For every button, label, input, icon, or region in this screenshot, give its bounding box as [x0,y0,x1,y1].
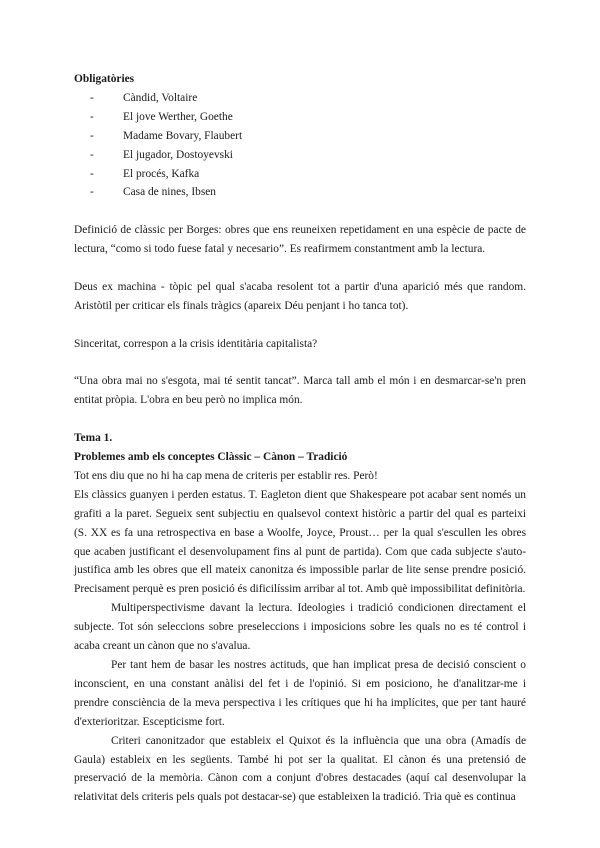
section-title: Tema 1. [74,432,113,445]
spacer [74,316,526,335]
page-content [74,70,526,807]
body-paragraph: Multiperspectivisme davant la lectura. Ideologies i tradició condicionen directament el subjecte. Tot són seleccions sobre preseleccions i imposicions sobre les quals no es té control i acaba creant un cànon que no s'avalua. [74,602,526,653]
list-item [90,146,526,165]
quote-paragraph: “Una obra mai no s'esgota, mai té sentit tancat”. Marca tall amb el món i en desmarcar-se'n pren entitat pròpia. L'obra en beu però no implica món. [74,375,526,407]
list-item-text: Casa de nines, Ibsen [123,186,216,199]
body-paragraph: Tot ens diu que no hi ha cap mena de criteris per establir res. Però! [74,469,378,482]
body-paragraph: Els clàssics guanyen i perden estatus. T. Eagleton dient que Shakespeare pot acabar sent només un grafiti a la paret. Segueix sent subjectiu en qualsevol context històric a partir del qual es parteixi (S. XX es fa una retrospectiva en base a Woolfe, Joyce, Proust… per la qual s'escullen les obres que acaben justificant el desenvolupament fins al punt de partida). Com que cada subjecte s'auto-justifica amb les obres que ell mateix canonitza és impossible parlar de lite sense prendre posició. Precisament perquè es pren posició és dificilíssim arribar al tot. Amb què impossibilitat definitòria. [74,488,526,596]
list-item [90,127,526,146]
obligatories-heading: Obligatòries [74,73,135,85]
body-paragraph: Per tant hem de basar les nostres actituds, que han implicat presa de decisió conscient o inconscient, en una constant anàlisi del fet i de l'opinió. Si em posiciono, he d'analitzar-me i prendre consciència de la meva perspectiva i les crítiques que hi ha implícites, que per tant hauré d'exterioritzar. Escepticisme fort. [74,659,526,728]
borges-paragraph: Definició de clàssic per Borges: obres que ens reuneixen repetidament en una espècie de pacte de lectura, “como si todo fuese fatal y necesario”. Es reafirmem constantment amb la lectura. [74,224,526,256]
list-dash: - [90,186,94,199]
list-dash: - [90,129,94,142]
body-paragraph: Criteri canonitzador que estableix el Quixot és la influència que una obra (Amadís de Gaula) estableix en les següents. També hi pot ser la qualitat. El cànon és una pretensió de preservació de la memòria. Cànon com a conjunt d'obres destacades (aquí cal desenvolupar la relativitat dels criteris pels quals pot destacar-se) que estableixen la tradició. Tria què es continua [74,734,526,804]
list-dash: - [90,148,94,161]
sinceritat-paragraph: Sinceritat, correspon a la crisis identitària capitalista? [74,337,318,350]
list-dash: - [90,110,94,123]
list-dash: - [90,167,94,180]
spacer [74,354,526,373]
list-item-text: El jove Werther, Goethe [123,110,233,123]
list-item [90,183,526,202]
list-item [90,89,526,108]
required-readings-list [74,89,526,202]
list-item-text: Càndid, Voltaire [123,91,198,104]
list-item [90,165,526,184]
list-item [90,108,526,127]
list-item-text: Madame Bovary, Flaubert [123,129,243,142]
spacer [74,410,526,429]
list-item-text: El procés, Kafka [123,167,200,180]
spacer [74,202,526,221]
spacer [74,259,526,278]
list-dash: - [90,91,94,104]
section-subtitle: Problemes amb els conceptes Clàssic – Cànon – Tradició [74,451,348,464]
list-item-text: El jugador, Dostoyevski [123,148,233,161]
deus-ex-machina-paragraph: Deus ex machina - tòpic pel qual s'acaba resolent tot a partir d'una aparició més que random. Aristòtil per criticar els finals tràgics (apareix Déu penjant i ho tanca tot). [74,280,526,312]
